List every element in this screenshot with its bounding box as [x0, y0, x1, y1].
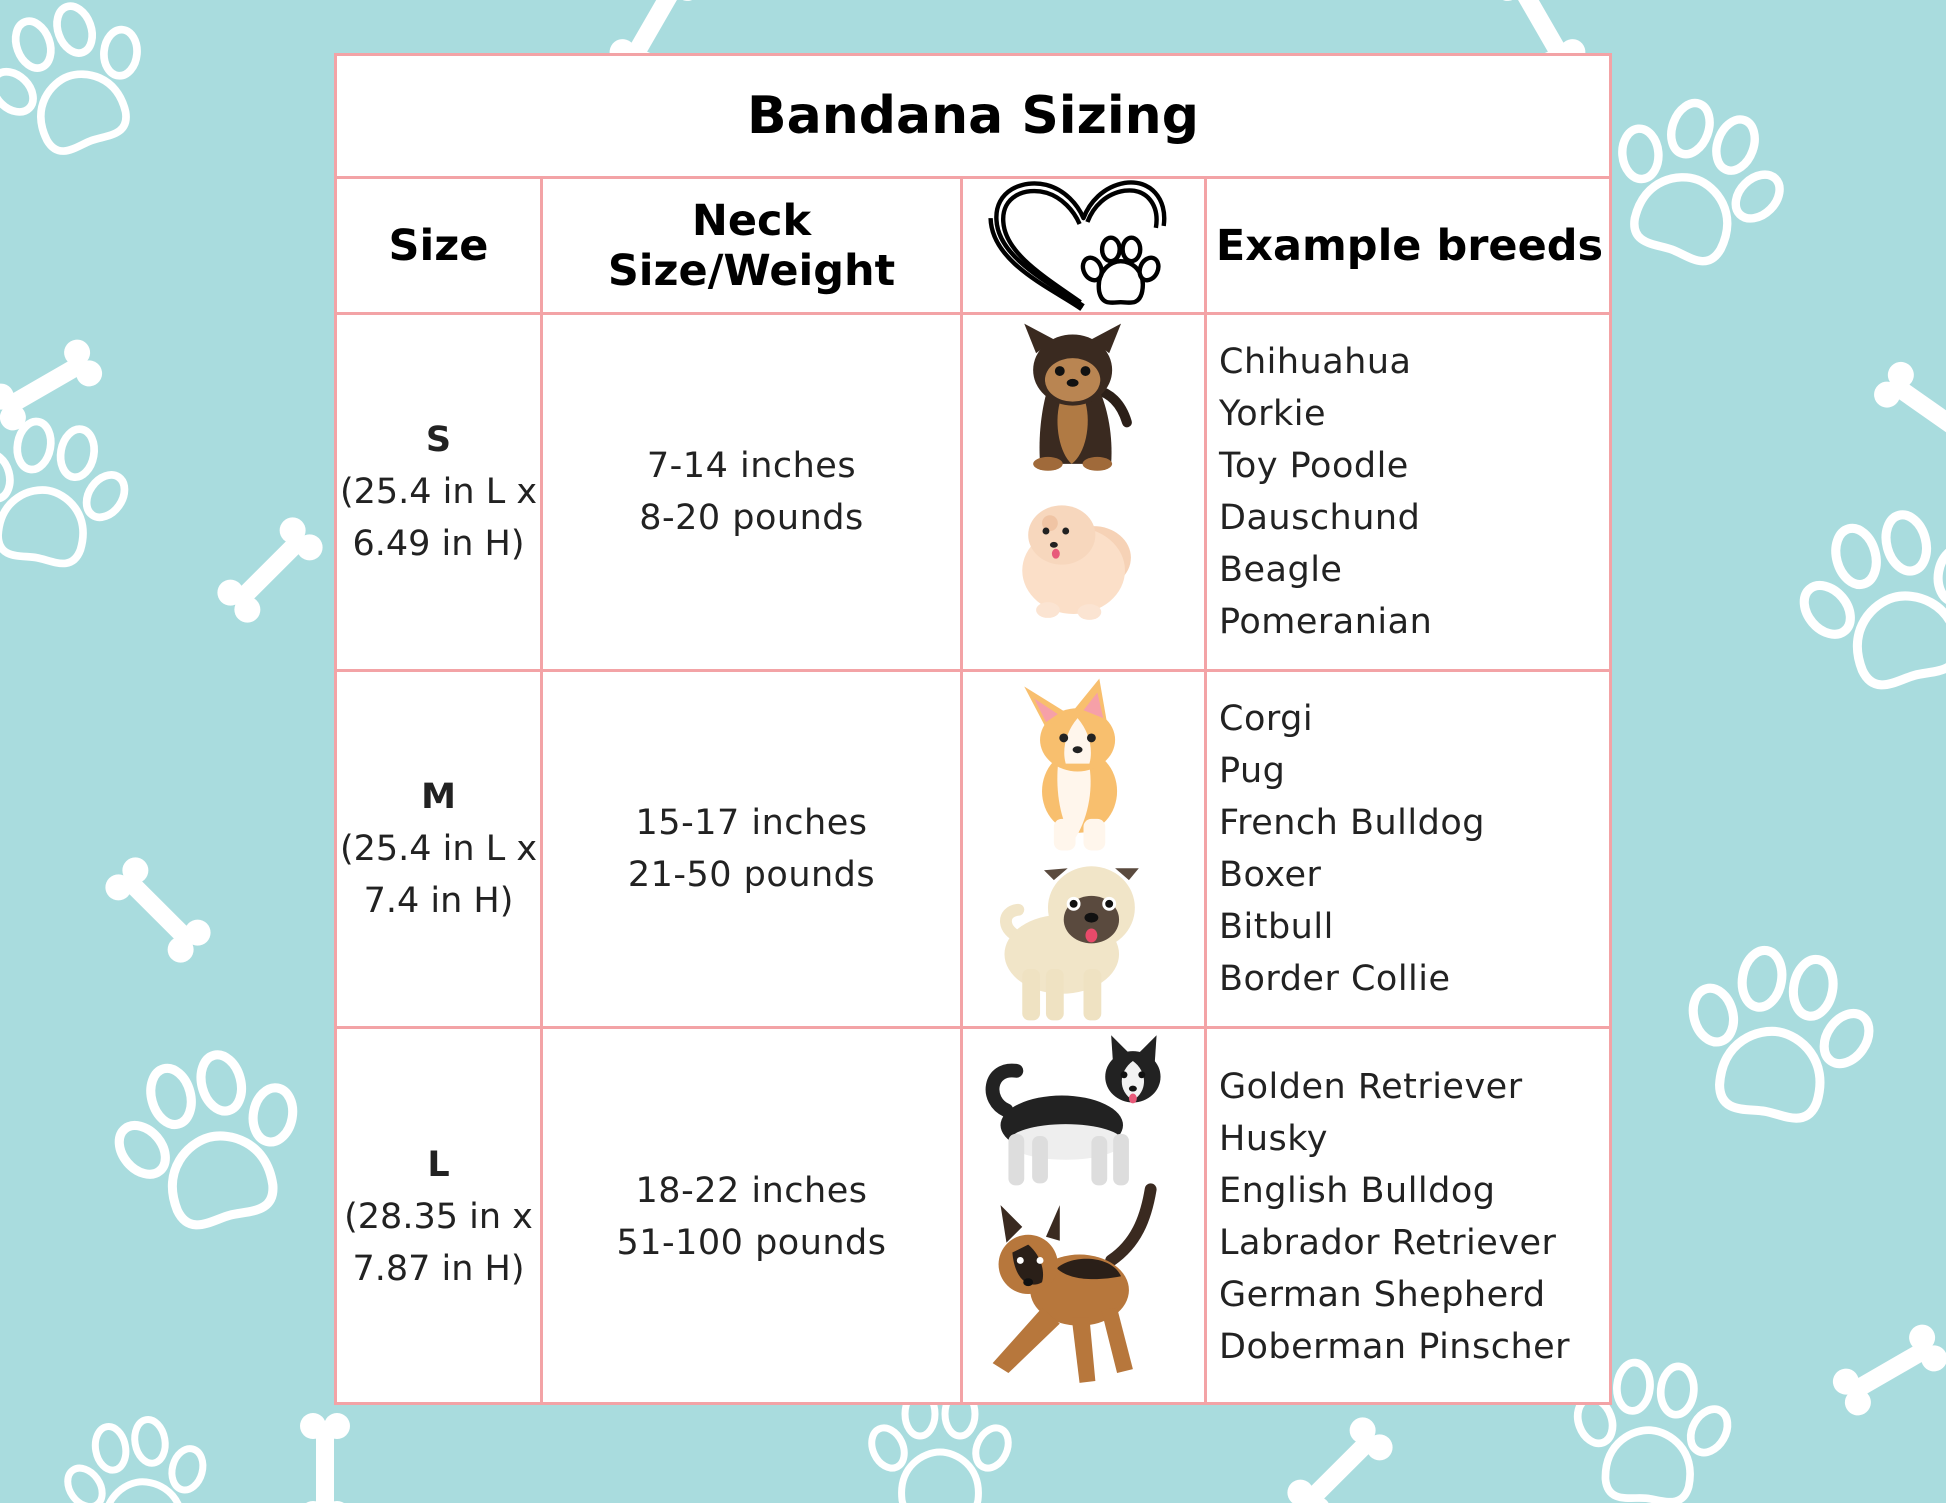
- weight-range: 8-20 pounds: [639, 498, 864, 538]
- size-cell-m: [337, 672, 543, 1029]
- size-cell-l: [337, 1029, 543, 1405]
- breed-item: Toy Poodle: [1219, 446, 1409, 486]
- sizing-table: [337, 179, 1609, 1405]
- paw-print-icon: [1587, 81, 1806, 281]
- size-dimensions: (25.4 in L x: [339, 829, 538, 869]
- dog-bone-icon: [1869, 357, 1946, 463]
- dog-images-cell-l: [963, 1029, 1207, 1405]
- size-cell-s: [337, 315, 543, 672]
- breed-item: English Bulldog: [1219, 1171, 1496, 1211]
- neck-weight-cell-m: [543, 672, 963, 1029]
- breed-item: French Bulldog: [1219, 803, 1485, 843]
- breed-item: Beagle: [1219, 550, 1343, 590]
- neck-weight-cell-l: [543, 1029, 963, 1405]
- breeds-cell-s: [1207, 315, 1612, 672]
- breed-item: Doberman Pinscher: [1219, 1327, 1571, 1367]
- dog-images-cell-s: [963, 315, 1207, 672]
- paw-print-icon: [0, 0, 169, 170]
- size-dimensions: (25.4 in L x: [339, 472, 538, 512]
- german-shepherd-illustration: [993, 1189, 1151, 1383]
- pomeranian-illustration: [1022, 505, 1131, 620]
- weight-range: 21-50 pounds: [627, 855, 876, 895]
- weight-range: 51-100 pounds: [616, 1223, 887, 1263]
- size-dimensions: 7.87 in H): [352, 1249, 525, 1289]
- dog-bone-icon: [1828, 1320, 1946, 1420]
- breed-item: Dauschund: [1219, 498, 1421, 538]
- pug-illustration: [1004, 866, 1138, 1020]
- dog-bone-icon: [300, 1413, 350, 1503]
- neck-size: 18-22 inches: [635, 1171, 868, 1211]
- bandana-sizing-card: [334, 53, 1612, 1405]
- breed-item: Border Collie: [1219, 959, 1451, 999]
- size-dimensions: 7.4 in H): [363, 881, 514, 921]
- paw-print-icon: [1669, 938, 1888, 1130]
- size-label: S: [425, 420, 452, 460]
- breed-item: Yorkie: [1219, 394, 1327, 434]
- size-label: L: [427, 1145, 450, 1185]
- breed-item: Golden Retriever: [1219, 1067, 1523, 1107]
- breed-item: Chihuahua: [1219, 342, 1412, 382]
- yorkie-illustration: [1024, 324, 1127, 471]
- breeds-cell-m: [1207, 672, 1612, 1029]
- breeds-cell-l: [1207, 1029, 1612, 1405]
- header-neck-size-weight: Neck Size/Weight: [543, 179, 963, 315]
- breed-item: Boxer: [1219, 855, 1322, 895]
- dog-bone-icon: [0, 335, 107, 435]
- breed-item: German Shepherd: [1219, 1275, 1546, 1315]
- header-heart-paw-cell: [963, 179, 1207, 315]
- paw-print-icon: [1780, 497, 1946, 702]
- breed-item: Corgi: [1219, 699, 1314, 739]
- neck-size: 15-17 inches: [635, 803, 868, 843]
- paw-print-icon: [0, 411, 141, 573]
- heart-paw-icon: [963, 179, 1204, 312]
- header-size: Size: [337, 179, 543, 315]
- breed-item: Husky: [1219, 1119, 1328, 1159]
- breed-item: Labrador Retriever: [1219, 1223, 1557, 1263]
- size-label: M: [421, 777, 456, 817]
- corgi-illustration: [1024, 679, 1117, 851]
- paw-print-icon: [866, 1392, 1015, 1503]
- dog-images-cell-m: [963, 672, 1207, 1029]
- breed-item: Pug: [1219, 751, 1286, 791]
- breed-item: Pomeranian: [1219, 602, 1433, 642]
- paw-print-icon: [95, 1037, 324, 1242]
- size-dimensions: (28.35 in x: [344, 1197, 533, 1237]
- chart-title: Bandana Sizing: [337, 56, 1609, 179]
- neck-size: 7-14 inches: [646, 446, 857, 486]
- breed-item: Bitbull: [1219, 907, 1334, 947]
- neck-weight-cell-s: [543, 315, 963, 672]
- header-example-breeds: Example breeds: [1207, 179, 1612, 315]
- dog-bone-icon: [212, 512, 328, 628]
- size-dimensions: 6.49 in H): [352, 524, 525, 564]
- dog-bone-icon: [100, 852, 216, 968]
- dog-bone-icon: [1282, 1412, 1398, 1503]
- husky-illustration: [993, 1035, 1161, 1185]
- paw-print-icon: [53, 1410, 221, 1503]
